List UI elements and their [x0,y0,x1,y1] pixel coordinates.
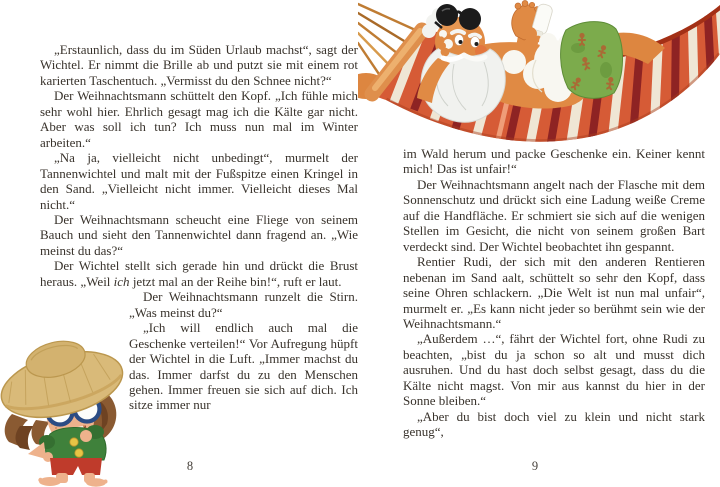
shirt-button [75,449,83,457]
paragraph: „Erstaunlich, dass du im Süden Urlaub machst“, sagt der Wichtel. Er nimmt die Brille ab und putzt sie mit einem rot karierten Taschentuch. „Vermisst du den Schnee nicht?“ [40,42,358,88]
paragraph: „Aber du bist doch viel zu klein und nicht stark genug“, [403,408,705,440]
paragraph: Der Weihnachtsmann schüttelt den Kopf. „Ich fühle mich sehr wohl hier. Ehrlich gesagt mag ich die Kälte gar nicht. Aber was soll ich tun? Ich muss nun mal im Winter arbeiten.“ [40,88,358,150]
paragraph: Der Weihnachtsmann scheucht eine Fliege von seinem Bauch und sieht den Tannenwichtel dann fragend an. „Wie meinst du das?“ [40,211,358,258]
paragraph: Der Weihnachtsmann angelt nach der Flasche mit dem Sonnenschutz und drückt sich eine Ladung weiße Creme auf die Handfläche. Er schmiert sie sich auf die wenigen Stellen im Gesicht, die nicht von seinem großen Bart verdeckt sind. Der Wichtel beobachtet ihn gespannt. [403,176,705,254]
paragraph: „Außerdem …“, fährt der Wichtel fort, ohne Rudi zu beachten, „bist du ja schon so alt und musst dich ausruhen. Und du hast doch selbst gesagt, dass du die Kälte nicht magst. Von mir aus kannst du hier in der Sonne bleiben.“ [403,331,705,409]
shirt-button [70,438,78,446]
santa-trunks [561,22,623,99]
santa-hammock-illustration [358,0,720,145]
paragraph: „Ich will endlich auch mal die Geschenke verteilen!“ Vor Aufregung hüpft der Wichtel in die Luft. „Immer machst du das. Immer darfst du zu den Menschen gehen. Immer freuen sie sich auf dich. Ich sitze immer nur [129,320,358,413]
eyebrow-left [452,31,464,33]
page-number-left: 8 [186,459,194,473]
wichtel-shorts [50,458,102,475]
paragraph [40,289,358,320]
wichtel-illustration [0,330,160,487]
paragraph-text: Der Wichtel stellt sich gerade hin und drückt die Brust heraus. „Weil [40,258,358,289]
wichtel-legs [38,473,107,487]
page-number-right: 9 [531,459,539,473]
paragraph [40,258,358,289]
emphasized-word: ich [113,273,130,289]
right-page-text [403,146,705,440]
paragraph: im Wald herum und packe Geschenke ein. Keiner kennt mich! Das ist unfair!“ [403,146,705,177]
wichtel-hand-chest [80,430,92,442]
paragraph: Rentier Rudi, der sich mit den anderen Rentieren nebenan im Sand aalt, schüttelt so sehr den Kopf, dass seine Ohren schlackern. „Die Welt ist nun mal unfair“, murmelt er. „Es kann nicht jeder so berühmt sein wie der Weihnachtsmann.“ [403,254,705,331]
paragraph-text: Der Weihnachtsmann runzelt die Stirn. „Was meinst du?“ [129,289,358,320]
paragraph-text: jetzt mal an der Reihe bin!“, ruft er laut. [129,273,342,289]
paragraph: „Na ja, vielleicht nicht unbedingt“, murmelt der Tannenwichtel und malt mit der Fußspitze einen Kringel in den Sand. „Vielleicht nicht immer. Vielleicht dieses Mal nicht.“ [40,150,358,212]
